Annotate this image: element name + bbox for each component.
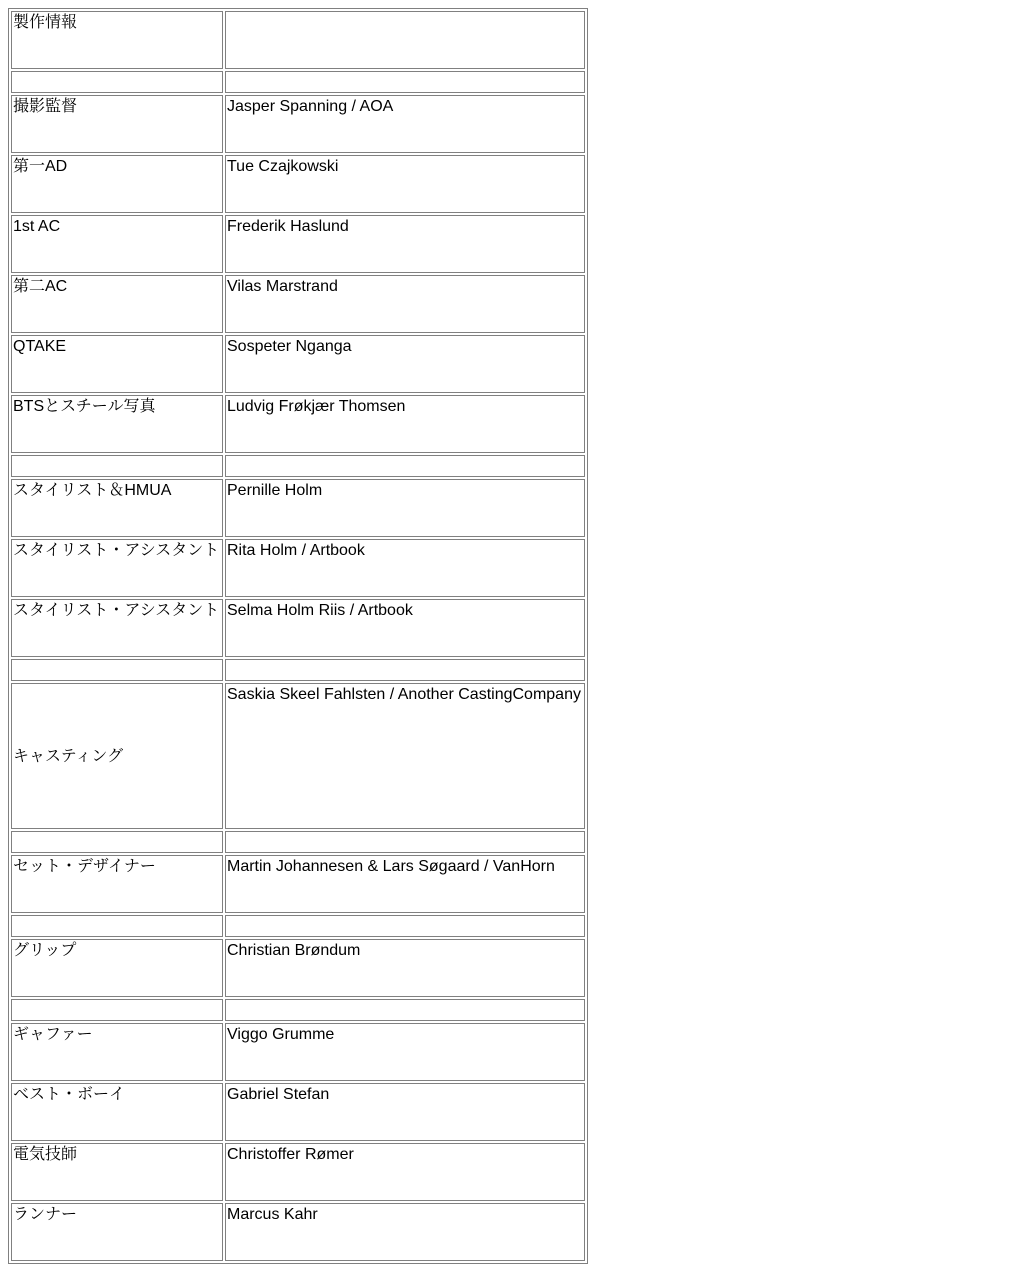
spacer-row — [11, 999, 585, 1021]
name-cell: Vilas Marstrand — [225, 275, 585, 333]
name-cell — [225, 831, 585, 853]
spacer-row — [11, 71, 585, 93]
name-cell: Rita Holm / Artbook — [225, 539, 585, 597]
role-cell: ギャファー — [11, 1023, 223, 1081]
table-row — [11, 95, 585, 153]
role-cell: スタイリスト＆HMUA — [11, 479, 223, 537]
table-row — [11, 395, 585, 453]
name-cell: Tue Czajkowski — [225, 155, 585, 213]
table-row — [11, 1023, 585, 1081]
table-row — [11, 599, 585, 657]
table-row — [11, 11, 585, 69]
spacer-row — [11, 455, 585, 477]
role-cell: 製作情報 — [11, 11, 223, 69]
role-cell: 1st AC — [11, 215, 223, 273]
name-cell: Selma Holm Riis / Artbook — [225, 599, 585, 657]
credits-table — [8, 8, 588, 1264]
table-row — [11, 683, 585, 829]
table-row — [11, 939, 585, 997]
name-cell — [225, 11, 585, 69]
name-cell — [225, 455, 585, 477]
role-cell — [11, 71, 223, 93]
name-cell: Frederik Haslund — [225, 215, 585, 273]
name-cell: Martin Johannesen & Lars Søgaard / VanHorn — [225, 855, 585, 913]
role-cell: グリップ — [11, 939, 223, 997]
table-row — [11, 155, 585, 213]
name-cell — [225, 71, 585, 93]
table-row — [11, 539, 585, 597]
role-cell: スタイリスト・アシスタント — [11, 539, 223, 597]
table-row — [11, 275, 585, 333]
table-row — [11, 335, 585, 393]
table-row — [11, 479, 585, 537]
role-cell: 第一AD — [11, 155, 223, 213]
table-row — [11, 1203, 585, 1261]
role-cell: セット・デザイナー — [11, 855, 223, 913]
spacer-row — [11, 659, 585, 681]
name-cell — [225, 915, 585, 937]
name-cell — [225, 659, 585, 681]
table-row — [11, 215, 585, 273]
name-cell: Saskia Skeel Fahlsten / Another CastingCompany — [225, 683, 585, 829]
name-cell: Jasper Spanning / AOA — [225, 95, 585, 153]
role-cell — [11, 999, 223, 1021]
name-cell: Ludvig Frøkjær Thomsen — [225, 395, 585, 453]
table-row — [11, 855, 585, 913]
role-cell: スタイリスト・アシスタント — [11, 599, 223, 657]
name-cell: Gabriel Stefan — [225, 1083, 585, 1141]
role-cell — [11, 831, 223, 853]
role-cell: 第二AC — [11, 275, 223, 333]
name-cell: Viggo Grumme — [225, 1023, 585, 1081]
name-cell: Christian Brøndum — [225, 939, 585, 997]
table-row — [11, 1083, 585, 1141]
spacer-row — [11, 831, 585, 853]
name-cell: Marcus Kahr — [225, 1203, 585, 1261]
name-cell: Pernille Holm — [225, 479, 585, 537]
role-cell: 撮影監督 — [11, 95, 223, 153]
name-cell: Christoffer Rømer — [225, 1143, 585, 1201]
role-cell: BTSとスチール写真 — [11, 395, 223, 453]
role-cell: 電気技師 — [11, 1143, 223, 1201]
spacer-row — [11, 915, 585, 937]
name-cell: Sospeter Nganga — [225, 335, 585, 393]
role-cell: QTAKE — [11, 335, 223, 393]
role-cell — [11, 659, 223, 681]
role-cell: ランナー — [11, 1203, 223, 1261]
name-cell — [225, 999, 585, 1021]
role-cell: キャスティング — [11, 683, 223, 829]
role-cell — [11, 455, 223, 477]
role-cell — [11, 915, 223, 937]
table-row — [11, 1143, 585, 1201]
role-cell: ベスト・ボーイ — [11, 1083, 223, 1141]
